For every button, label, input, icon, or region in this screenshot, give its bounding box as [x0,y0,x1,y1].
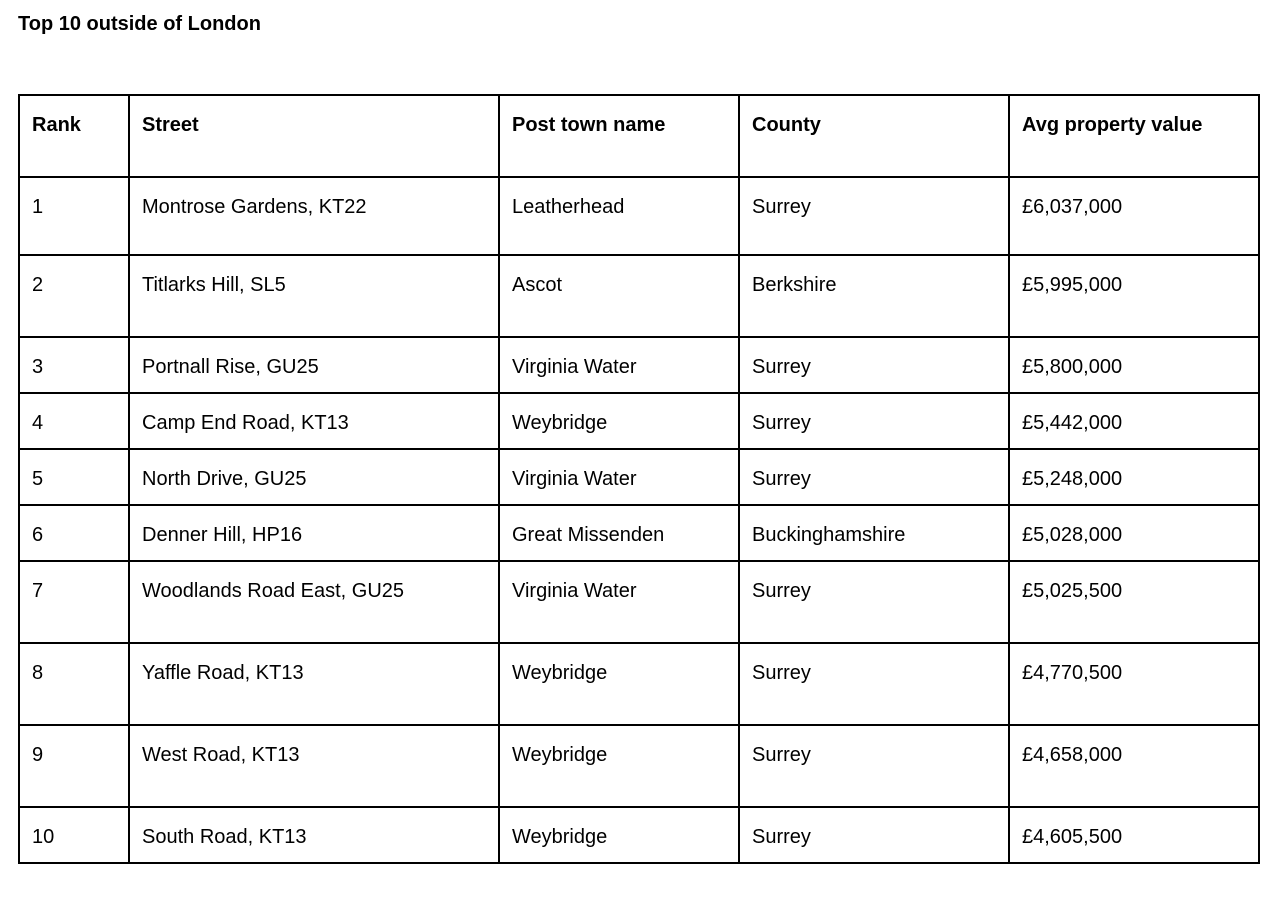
table-row [19,725,1259,807]
cell-rank: 8 [19,643,129,725]
cell-street: Montrose Gardens, KT22 [129,177,499,255]
cell-rank: 6 [19,505,129,561]
cell-avg-property-value: £4,605,500 [1009,807,1259,863]
cell-rank: 5 [19,449,129,505]
cell-post-town: Leatherhead [499,177,739,255]
cell-street: Camp End Road, KT13 [129,393,499,449]
cell-avg-property-value: £5,025,500 [1009,561,1259,643]
cell-post-town: Great Missenden [499,505,739,561]
table-row [19,337,1259,393]
table-row [19,449,1259,505]
cell-rank: 4 [19,393,129,449]
cell-avg-property-value: £6,037,000 [1009,177,1259,255]
column-header-rank: Rank [19,95,129,177]
cell-street: Portnall Rise, GU25 [129,337,499,393]
cell-county: Surrey [739,177,1009,255]
cell-avg-property-value: £5,800,000 [1009,337,1259,393]
cell-post-town: Virginia Water [499,449,739,505]
column-header-avg-property-value: Avg property value [1009,95,1259,177]
cell-county: Surrey [739,643,1009,725]
column-header-street: Street [129,95,499,177]
column-header-county: County [739,95,1009,177]
cell-avg-property-value: £5,442,000 [1009,393,1259,449]
cell-street: Yaffle Road, KT13 [129,643,499,725]
cell-rank: 3 [19,337,129,393]
cell-rank: 1 [19,177,129,255]
table-row [19,255,1259,337]
cell-post-town: Weybridge [499,807,739,863]
cell-county: Surrey [739,807,1009,863]
cell-rank: 7 [19,561,129,643]
page-title: Top 10 outside of London [18,13,261,35]
table-row [19,393,1259,449]
table-row [19,177,1259,255]
cell-county: Buckinghamshire [739,505,1009,561]
table-row [19,643,1259,725]
cell-county: Surrey [739,337,1009,393]
cell-street: Titlarks Hill, SL5 [129,255,499,337]
cell-street: South Road, KT13 [129,807,499,863]
table-row [19,561,1259,643]
table-row [19,505,1259,561]
cell-rank: 9 [19,725,129,807]
cell-county: Berkshire [739,255,1009,337]
cell-avg-property-value: £4,770,500 [1009,643,1259,725]
cell-post-town: Ascot [499,255,739,337]
cell-county: Surrey [739,393,1009,449]
property-value-table [18,94,1260,864]
cell-county: Surrey [739,449,1009,505]
cell-post-town: Weybridge [499,725,739,807]
cell-rank: 2 [19,255,129,337]
cell-rank: 10 [19,807,129,863]
cell-post-town: Weybridge [499,393,739,449]
table-row [19,807,1259,863]
cell-avg-property-value: £5,995,000 [1009,255,1259,337]
cell-street: West Road, KT13 [129,725,499,807]
cell-street: Woodlands Road East, GU25 [129,561,499,643]
cell-post-town: Virginia Water [499,561,739,643]
cell-avg-property-value: £5,248,000 [1009,449,1259,505]
cell-street: Denner Hill, HP16 [129,505,499,561]
table-header-row [19,95,1259,177]
cell-county: Surrey [739,561,1009,643]
cell-street: North Drive, GU25 [129,449,499,505]
cell-post-town: Weybridge [499,643,739,725]
column-header-post-town: Post town name [499,95,739,177]
cell-county: Surrey [739,725,1009,807]
cell-avg-property-value: £5,028,000 [1009,505,1259,561]
cell-avg-property-value: £4,658,000 [1009,725,1259,807]
cell-post-town: Virginia Water [499,337,739,393]
